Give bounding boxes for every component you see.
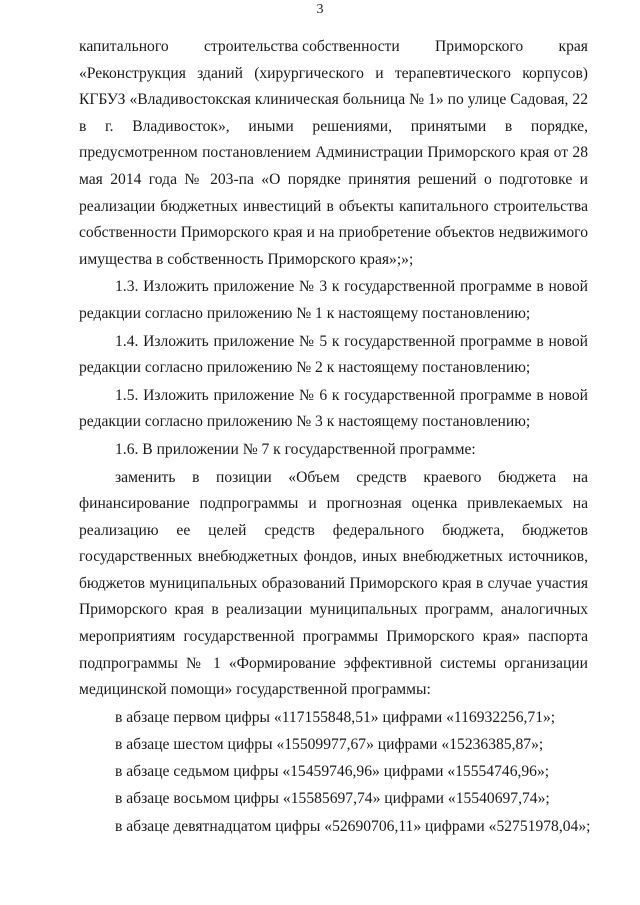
- page-number: 3: [316, 2, 324, 17]
- first-line-word: края: [558, 38, 588, 55]
- replacement-list: [79, 704, 591, 840]
- first-line-word: Приморского: [435, 38, 524, 55]
- first-line: [79, 34, 588, 61]
- list-item: в абзаце шестом цифры «15509977,67» цифрами «15236385,87»;: [115, 736, 544, 754]
- paragraph-item-1-6: 1.6. В приложении № 7 к государственной программе:: [115, 440, 476, 458]
- paragraph-continuation: «Реконструкция зданий (хирургического и терапевтического корпусов) КГБУЗ «Владивостокская клиническая больница № 1» по улице Садовая, 22 в г. Владивосток», иными решениями, принятыми в порядке, предусмотренном постановлением Администрации Приморского края от 28 мая 2014 года № 203-па «О порядке принятия решений о подготовке и реализации бюджетных инвестиций в объекты капитального строительства собственности Приморского края и на приобретение объектов недвижимого имущества в собственность Приморского края»;»;: [79, 64, 588, 268]
- document-body: [79, 34, 591, 840]
- paragraph-replace-instruction: заменить в позиции «Объем средств краевого бюджета на финансирование подпрограммы и прогнозная оценка привлекаемых на реализацию ее целей средств федерального бюджета, бюджетов государственных внебюджетных фондов, иных внебюджетных источников, бюджетов муниципальных образований Приморского края в случае участия Приморского края в реализации муниципальных программ, аналогичных мероприятиям государственной программы Приморского края» паспорта подпрограммы № 1 «Формирование эффективной системы организации медицинской помощи» государственной программы:: [79, 468, 588, 699]
- first-line-word: капитального: [79, 38, 169, 55]
- list-item: в абзаце седьмом цифры «15459746,96» цифрами «15554746,96»;: [115, 763, 550, 781]
- list-item: в абзаце первом цифры «117155848,51» цифрами «116932256,71»;: [115, 708, 556, 726]
- list-item: в абзаце восьмом цифры «15585697,74» цифрами «15540697,74»;: [115, 790, 550, 808]
- first-line-word: строительства собственности: [203, 38, 400, 55]
- paragraph-item-1-5: 1.5. Изложить приложение № 6 к государственной программе в новой редакции согласно приложению № 3 к настоящему постановлению;: [79, 386, 588, 431]
- paragraph-item-1-4: 1.4. Изложить приложение № 5 к государственной программе в новой редакции согласно приложению № 2 к настоящему постановлению;: [79, 332, 588, 377]
- list-item: в абзаце девятнадцатом цифры «52690706,11» цифрами «52751978,04»;: [115, 817, 591, 835]
- paragraph-item-1-3: 1.3. Изложить приложение № 3 к государственной программе в новой редакции согласно приложению № 1 к настоящему постановлению;: [79, 278, 588, 322]
